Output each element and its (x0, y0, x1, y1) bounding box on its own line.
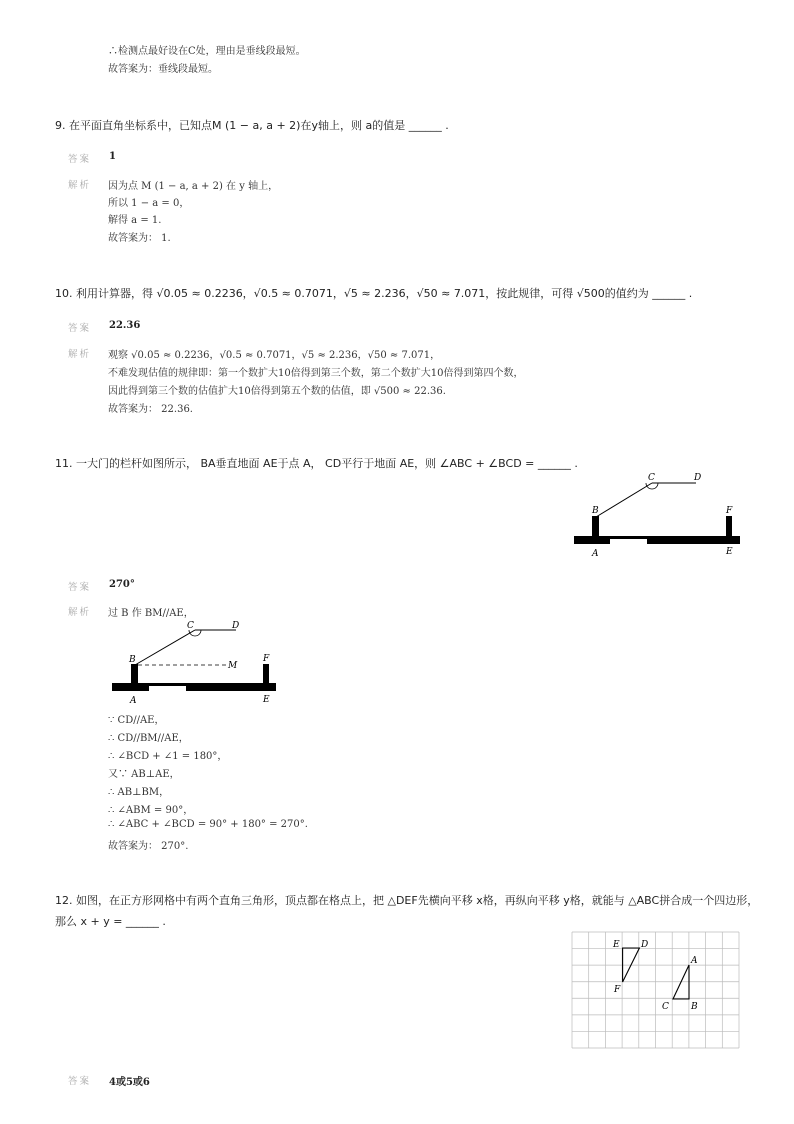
label-d: D (232, 621, 240, 631)
q11-analysis-line-5: ∴ AB⊥BM， (108, 787, 170, 798)
q10-stem: 10. 利用计算器，得 √0.05 ≈ 0.2236，√0.5 ≈ 0.7071，√5 ≈ 2.236，√50 ≈ 7.071，按此规律，可得 √500的值约为 ______ . (55, 287, 693, 300)
label-b: B (592, 506, 599, 516)
q9-analysis-line-3: 解得 a = 1. (108, 215, 162, 226)
q12-grid-figure (570, 930, 742, 1052)
ground-gap (610, 539, 647, 544)
q11-analysis-line-6: ∴ ∠ABM = 90°， (108, 805, 194, 816)
q12-stem-line-1: 12. 如图，在正方形网格中有两个直角三角形，顶点都在格点上，把 △DEF先横向平移 x格，再纵向平移 y格，就能与 △ABC拼合成一个四边形， (55, 894, 759, 907)
q10-answer: 22.36 (109, 320, 141, 331)
q11-analysis-label: 解析 (68, 607, 92, 618)
label-f: F (614, 985, 621, 995)
ground-gap (149, 686, 186, 691)
segment-bc (135, 630, 195, 665)
post-ef (726, 516, 732, 539)
post-ef (263, 664, 269, 686)
label-d: D (641, 940, 649, 950)
q12-answer: 4或5或6 (109, 1077, 150, 1088)
q11-analysis-line-4: 又∵ AB⊥AE， (108, 769, 180, 780)
q11-answer-label: 答案 (68, 582, 92, 593)
q11-analysis-line-3: ∴ ∠BCD + ∠1 = 180°， (108, 751, 228, 762)
q10-analysis-label: 解析 (68, 349, 92, 360)
q11-analysis-intro: 过 B 作 BM//AE， (108, 608, 194, 619)
q11-stem: 11. 一大门的栏杆如图所示， BA垂直地面 AE于点 A， CD平行于地面 AE，则 ∠ABC + ∠BCD = ______ . (55, 457, 578, 470)
label-b: B (691, 1002, 698, 1012)
q9-analysis-line-2: 所以 1 − a = 0， (108, 198, 190, 209)
label-e: E (726, 547, 733, 557)
q11-gate-figure (570, 470, 745, 562)
q11-analysis-line-1: ∵ CD//AE， (108, 715, 165, 726)
prev-solution-line-2: 故答案为：垂线段最短。 (108, 64, 218, 75)
post-ab (592, 516, 599, 539)
q12-stem-line-2: 那么 x + y = ______ . (55, 915, 166, 928)
label-a: A (691, 956, 698, 966)
segment-bc (596, 483, 652, 517)
q10-analysis-line-2: 不难发现估值的规律即：第一个数扩大10倍得到第三个数，第二个数扩大10倍得到第四个数， (108, 368, 524, 379)
label-f: F (263, 654, 270, 664)
q9-analysis-line-1: 因为点 M (1 − a, a + 2) 在 y 轴上， (108, 181, 279, 192)
label-e: E (613, 940, 620, 950)
label-c: C (662, 1002, 669, 1012)
prev-solution-line-1: ∴检测点最好设在C处，理由是垂线段最短。 (108, 46, 306, 57)
label-c: C (648, 473, 655, 483)
label-m: M (228, 661, 238, 671)
q12-answer-label: 答案 (68, 1076, 92, 1087)
q9-analysis-line-4: 故答案为： 1. (108, 233, 171, 244)
label-a: A (130, 696, 137, 706)
q9-analysis-label: 解析 (68, 180, 92, 191)
q11-analysis-line-7: ∴ ∠ABC + ∠BCD = 90° + 180° = 270°. (108, 819, 308, 830)
q10-analysis-line-1: 观察 √0.05 ≈ 0.2236，√0.5 ≈ 0.7071，√5 ≈ 2.236，√50 ≈ 7.071， (108, 350, 441, 361)
q9-stem: 9. 在平面直角坐标系中，已知点M (1 − a, a + 2)在y轴上，则 a的值是 ______ . (55, 119, 449, 132)
label-d: D (694, 473, 702, 483)
q11-analysis-line-2: ∴ CD//BM//AE， (108, 733, 189, 744)
q9-answer: 1 (109, 151, 116, 162)
q10-analysis-line-3: 因此得到第三个数的估值扩大10倍得到第五个数的估值，即 √500 ≈ 22.36. (108, 386, 446, 397)
q11-solution-figure (108, 616, 280, 708)
label-c: C (187, 621, 194, 631)
label-b: B (129, 655, 136, 665)
q10-answer-label: 答案 (68, 323, 92, 334)
square-grid (572, 932, 739, 1048)
label-e: E (263, 695, 270, 705)
q11-answer: 270° (109, 579, 135, 590)
q11-analysis-line-8: 故答案为： 270°. (108, 841, 189, 852)
label-f: F (726, 506, 733, 516)
post-ab (131, 664, 138, 686)
label-a: A (592, 549, 599, 559)
q9-answer-label: 答案 (68, 154, 92, 165)
q10-analysis-line-4: 故答案为： 22.36. (108, 404, 193, 415)
